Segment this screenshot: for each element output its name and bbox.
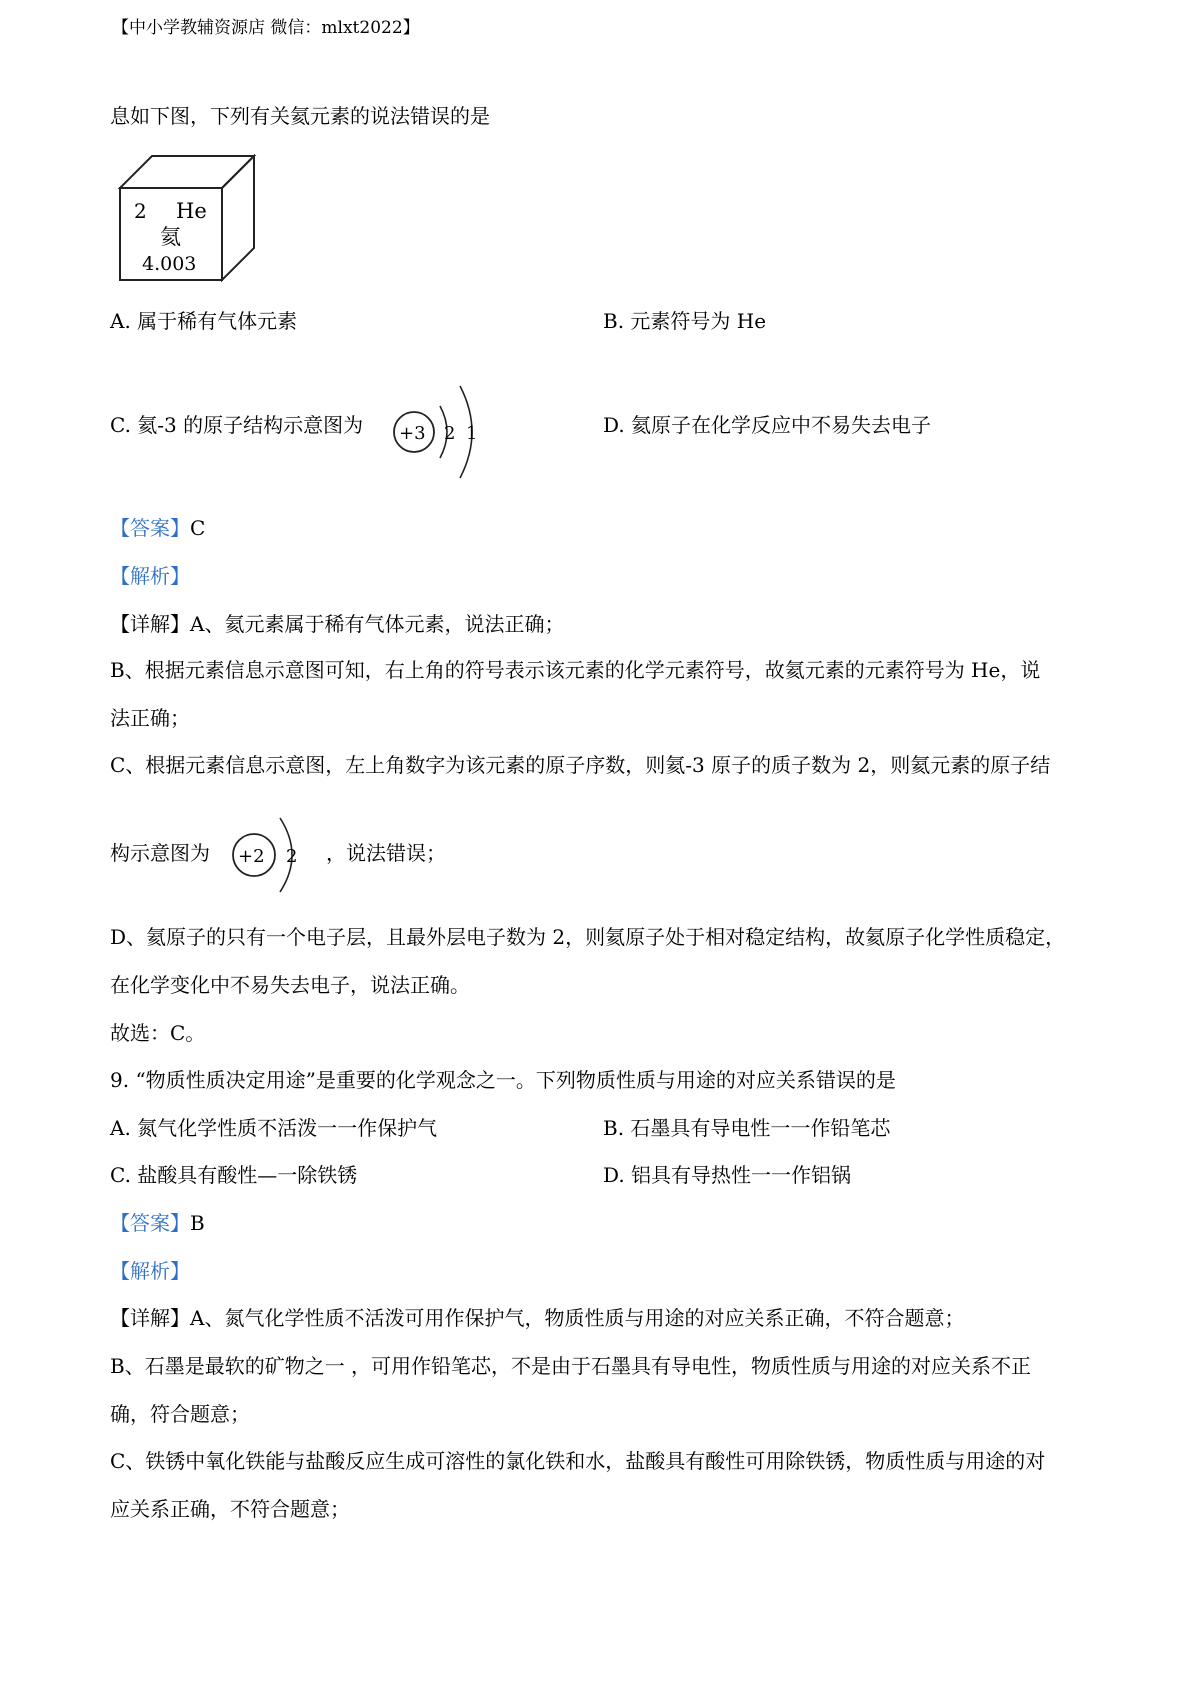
atom-diagram-correct xyxy=(230,808,310,900)
answer-value: B xyxy=(190,1211,205,1235)
q9-option-c: C. 盐酸具有酸性—一除铁锈 xyxy=(110,1163,358,1187)
element-mass: 4.003 xyxy=(142,253,197,275)
element-number: 2 xyxy=(134,199,147,223)
watermark-header: 【中小学教辅资源店 微信：mlxt2022】 xyxy=(112,18,420,38)
q9-option-b: B. 石墨具有导电性一一作铅笔芯 xyxy=(603,1116,891,1140)
detail-a-text: A、氦元素属于稀有气体元素，说法正确； xyxy=(190,612,565,636)
q8-answer xyxy=(110,514,205,542)
detail-a-text: A、氮气化学性质不活泼可用作保护气，物质性质与用途的对应关系正确，不符合题意； xyxy=(190,1306,965,1330)
q8-option-b: B. 元素符号为 He xyxy=(603,309,767,333)
q9-detail-c1: C、铁锈中氧化铁能与盐酸反应生成可溶性的氯化铁和水，盐酸具有酸性可用除铁锈，物质性质与用途的对 xyxy=(110,1449,1046,1473)
q9-stem: 9. “物质性质决定用途”是重要的化学观念之一。下列物质性质与用途的对应关系错误的是 xyxy=(110,1068,896,1092)
element-symbol: He xyxy=(176,199,207,223)
diagram-correct-shell1: 2 xyxy=(286,846,298,867)
diagram-c-shell1: 2 xyxy=(444,423,456,444)
diagram-c-nucleus: +3 xyxy=(399,423,426,444)
q9-answer xyxy=(110,1209,205,1237)
q9-option-a: A. 氮气化学性质不活泼一一作保护气 xyxy=(110,1116,438,1140)
answer-tag: 【答案】 xyxy=(110,1211,190,1235)
q9-detail-b2: 确，符合题意； xyxy=(110,1402,250,1426)
q8-detail-c2-post: ，说法错误； xyxy=(326,841,446,865)
q9-detail-c2: 应关系正确，不符合题意； xyxy=(110,1497,350,1521)
q8-stem-tail: 息如下图，下列有关氦元素的说法错误的是 xyxy=(110,104,490,128)
diagram-correct-nucleus: +2 xyxy=(238,846,265,867)
q9-option-d: D. 铝具有导热性一一作铝锅 xyxy=(603,1163,852,1187)
detail-tag: 【详解】 xyxy=(110,612,190,636)
q8-detail-d2: 在化学变化中不易失去电子，说法正确。 xyxy=(110,973,470,997)
q9-analysis-tag: 【解析】 xyxy=(110,1259,190,1283)
answer-value: C xyxy=(190,516,206,540)
diagram-c-shell2: 1 xyxy=(466,423,478,444)
answer-tag: 【答案】 xyxy=(110,516,190,540)
q8-option-a: A. 属于稀有气体元素 xyxy=(110,309,298,333)
q8-analysis-tag: 【解析】 xyxy=(110,564,190,588)
q8-detail-b1: B、根据元素信息示意图可知，右上角的符号表示该元素的化学元素符号，故氦元素的元素符号为 He，说 xyxy=(110,658,1041,682)
q9-detail-a xyxy=(110,1304,964,1332)
q8-detail-c2-pre: 构示意图为 xyxy=(110,841,210,865)
q8-option-c: C. 氦-3 的原子结构示意图为 xyxy=(110,413,364,437)
q8-option-d: D. 氦原子在化学反应中不易失去电子 xyxy=(603,413,932,437)
q8-conclusion: 故选：C。 xyxy=(110,1021,206,1045)
atom-diagram-option-c xyxy=(392,376,492,486)
q8-detail-c1: C、根据元素信息示意图，左上角数字为该元素的原子序数，则氦-3 原子的质子数为 2，则氦元素的原子结 xyxy=(110,753,1051,777)
element-info-box xyxy=(118,154,258,284)
q8-detail-a xyxy=(110,610,564,638)
element-name: 氦 xyxy=(160,225,181,249)
q9-detail-b1: B、石墨是最软的矿物之一 ，可用作铅笔芯，不是由于石墨具有导电性，物质性质与用途的对应关系不正 xyxy=(110,1354,1032,1378)
q8-detail-b2: 法正确； xyxy=(110,706,190,730)
q8-detail-d1: D、氦原子的只有一个电子层，且最外层电子数为 2，则氦原子处于相对稳定结构，故氦原子化学性质稳定， xyxy=(110,925,1066,949)
detail-tag: 【详解】 xyxy=(110,1306,190,1330)
